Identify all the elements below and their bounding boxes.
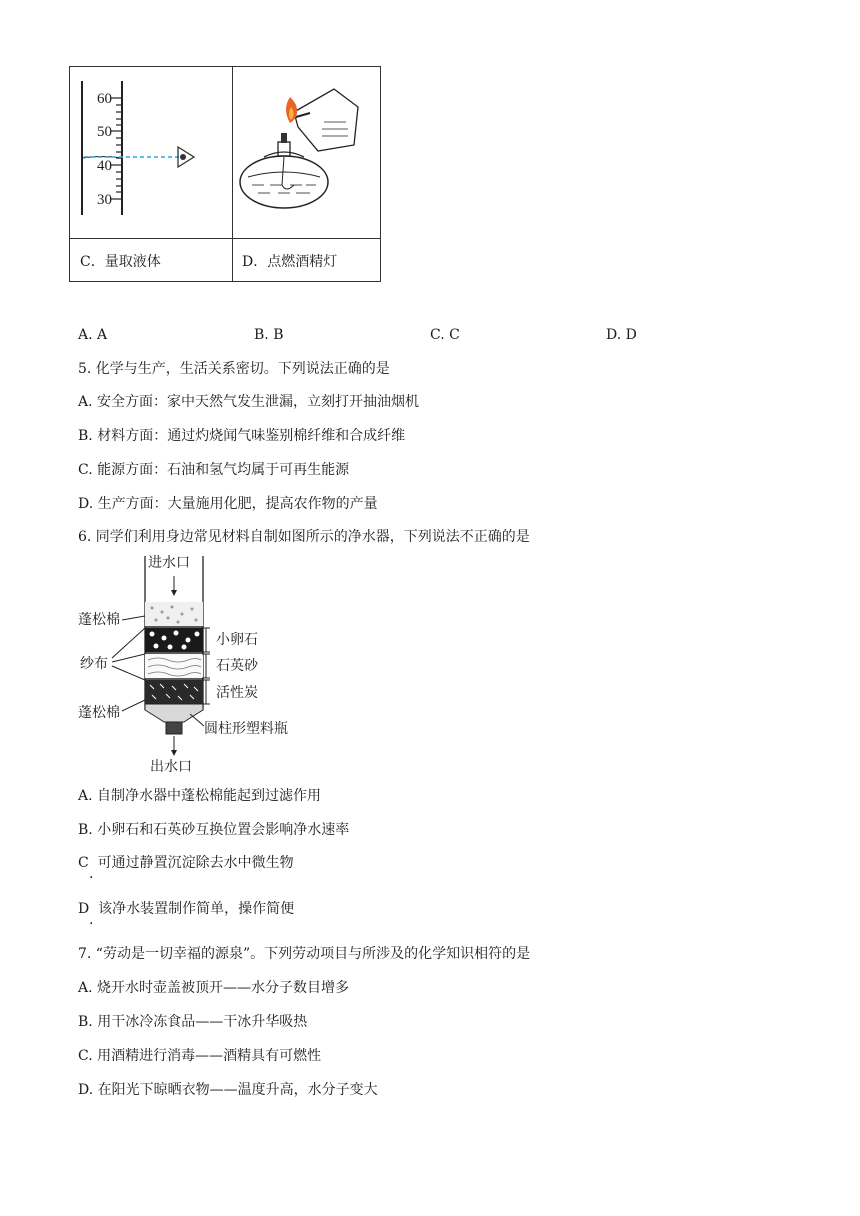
table-divider [232, 67, 233, 281]
scale-label: 40 [97, 158, 112, 174]
water-purifier-figure [78, 550, 308, 778]
option-text: 该净水装置制作简单，操作简便 [98, 901, 295, 917]
cotton-top-label: 蓬松棉 [78, 612, 120, 628]
question-6-stem: 6. 同学们利用身边常见材料自制如图所示的净水器，下列说法不正确的是 [78, 529, 530, 545]
q6-option [78, 854, 294, 872]
q4-option-c: C. C [430, 327, 460, 343]
gauze-label: 纱布 [80, 656, 108, 672]
inlet-label: 进水口 [148, 555, 190, 571]
cotton-bottom-label: 蓬松棉 [78, 705, 120, 721]
q4-option-b: B. B [254, 327, 284, 343]
q7-option: C. 用酒精进行消毒——酒精具有可燃性 [78, 1048, 322, 1064]
scale-label: 30 [97, 192, 112, 208]
scale-label: 60 [97, 91, 112, 107]
q7-option: B. 用干冰冷冻食品——干冰升华吸热 [78, 1014, 308, 1030]
q5-option: C. 能源方面：石油和氢气均属于可再生能源 [78, 462, 350, 478]
option-text: 可通过静置沉淀除去水中微生物 [97, 855, 294, 871]
activated-carbon-label: 活性炭 [216, 685, 258, 701]
graduated-cylinder-figure [70, 67, 230, 237]
experiment-table [69, 66, 381, 282]
pebbles-label: 小卵石 [216, 632, 258, 648]
q5-option: A. 安全方面：家中天然气发生泄漏，立刻打开抽油烟机 [78, 394, 420, 410]
option-text: 自制净水器中蓬松棉能起到过滤作用 [97, 788, 322, 804]
option-text: 小卵石和石英砂互换位置会影响净水速率 [97, 822, 350, 838]
question-5-stem: 5. 化学与生产，生活关系密切。下列说法正确的是 [78, 361, 390, 377]
sub-dot: . [89, 866, 94, 882]
eye-icon [178, 147, 194, 167]
q7-option: A. 烧开水时壶盖被顶开——水分子数目增多 [78, 980, 350, 996]
q4-option-d: D. D [606, 327, 637, 343]
sub-dot: . [89, 912, 94, 928]
table-divider [70, 238, 380, 239]
quartz-sand-label: 石英砂 [216, 658, 258, 674]
question-7-stem: 7. “劳动是一切幸福的源泉”。下列劳动项目与所涉及的化学知识相符的是 [78, 946, 531, 962]
q5-option: D. 生产方面：大量施用化肥，提高农作物的产量 [78, 496, 378, 512]
scale-label: 50 [97, 124, 112, 140]
alcohol-lamp-figure [234, 67, 379, 237]
q5-option: B. 材料方面：通过灼烧闻气味鉴别棉纤维和合成纤维 [78, 428, 406, 444]
q6-option [78, 821, 349, 839]
cell-label-d: D．点燃酒精灯 [242, 254, 338, 270]
option-letter: C [78, 855, 89, 871]
q7-option: D. 在阳光下晾晒衣物——温度升高，水分子变大 [78, 1082, 378, 1098]
cell-label-c: C．量取液体 [80, 254, 161, 270]
option-letter: B. [78, 822, 93, 838]
bottle-label: 圆柱形塑料瓶 [204, 721, 288, 737]
q4-option-a: A. A [78, 327, 108, 343]
q6-option [78, 787, 321, 805]
q6-option [78, 900, 294, 918]
option-letter: A. [78, 788, 93, 804]
outlet-label: 出水口 [150, 759, 192, 775]
option-letter: D [78, 901, 90, 917]
